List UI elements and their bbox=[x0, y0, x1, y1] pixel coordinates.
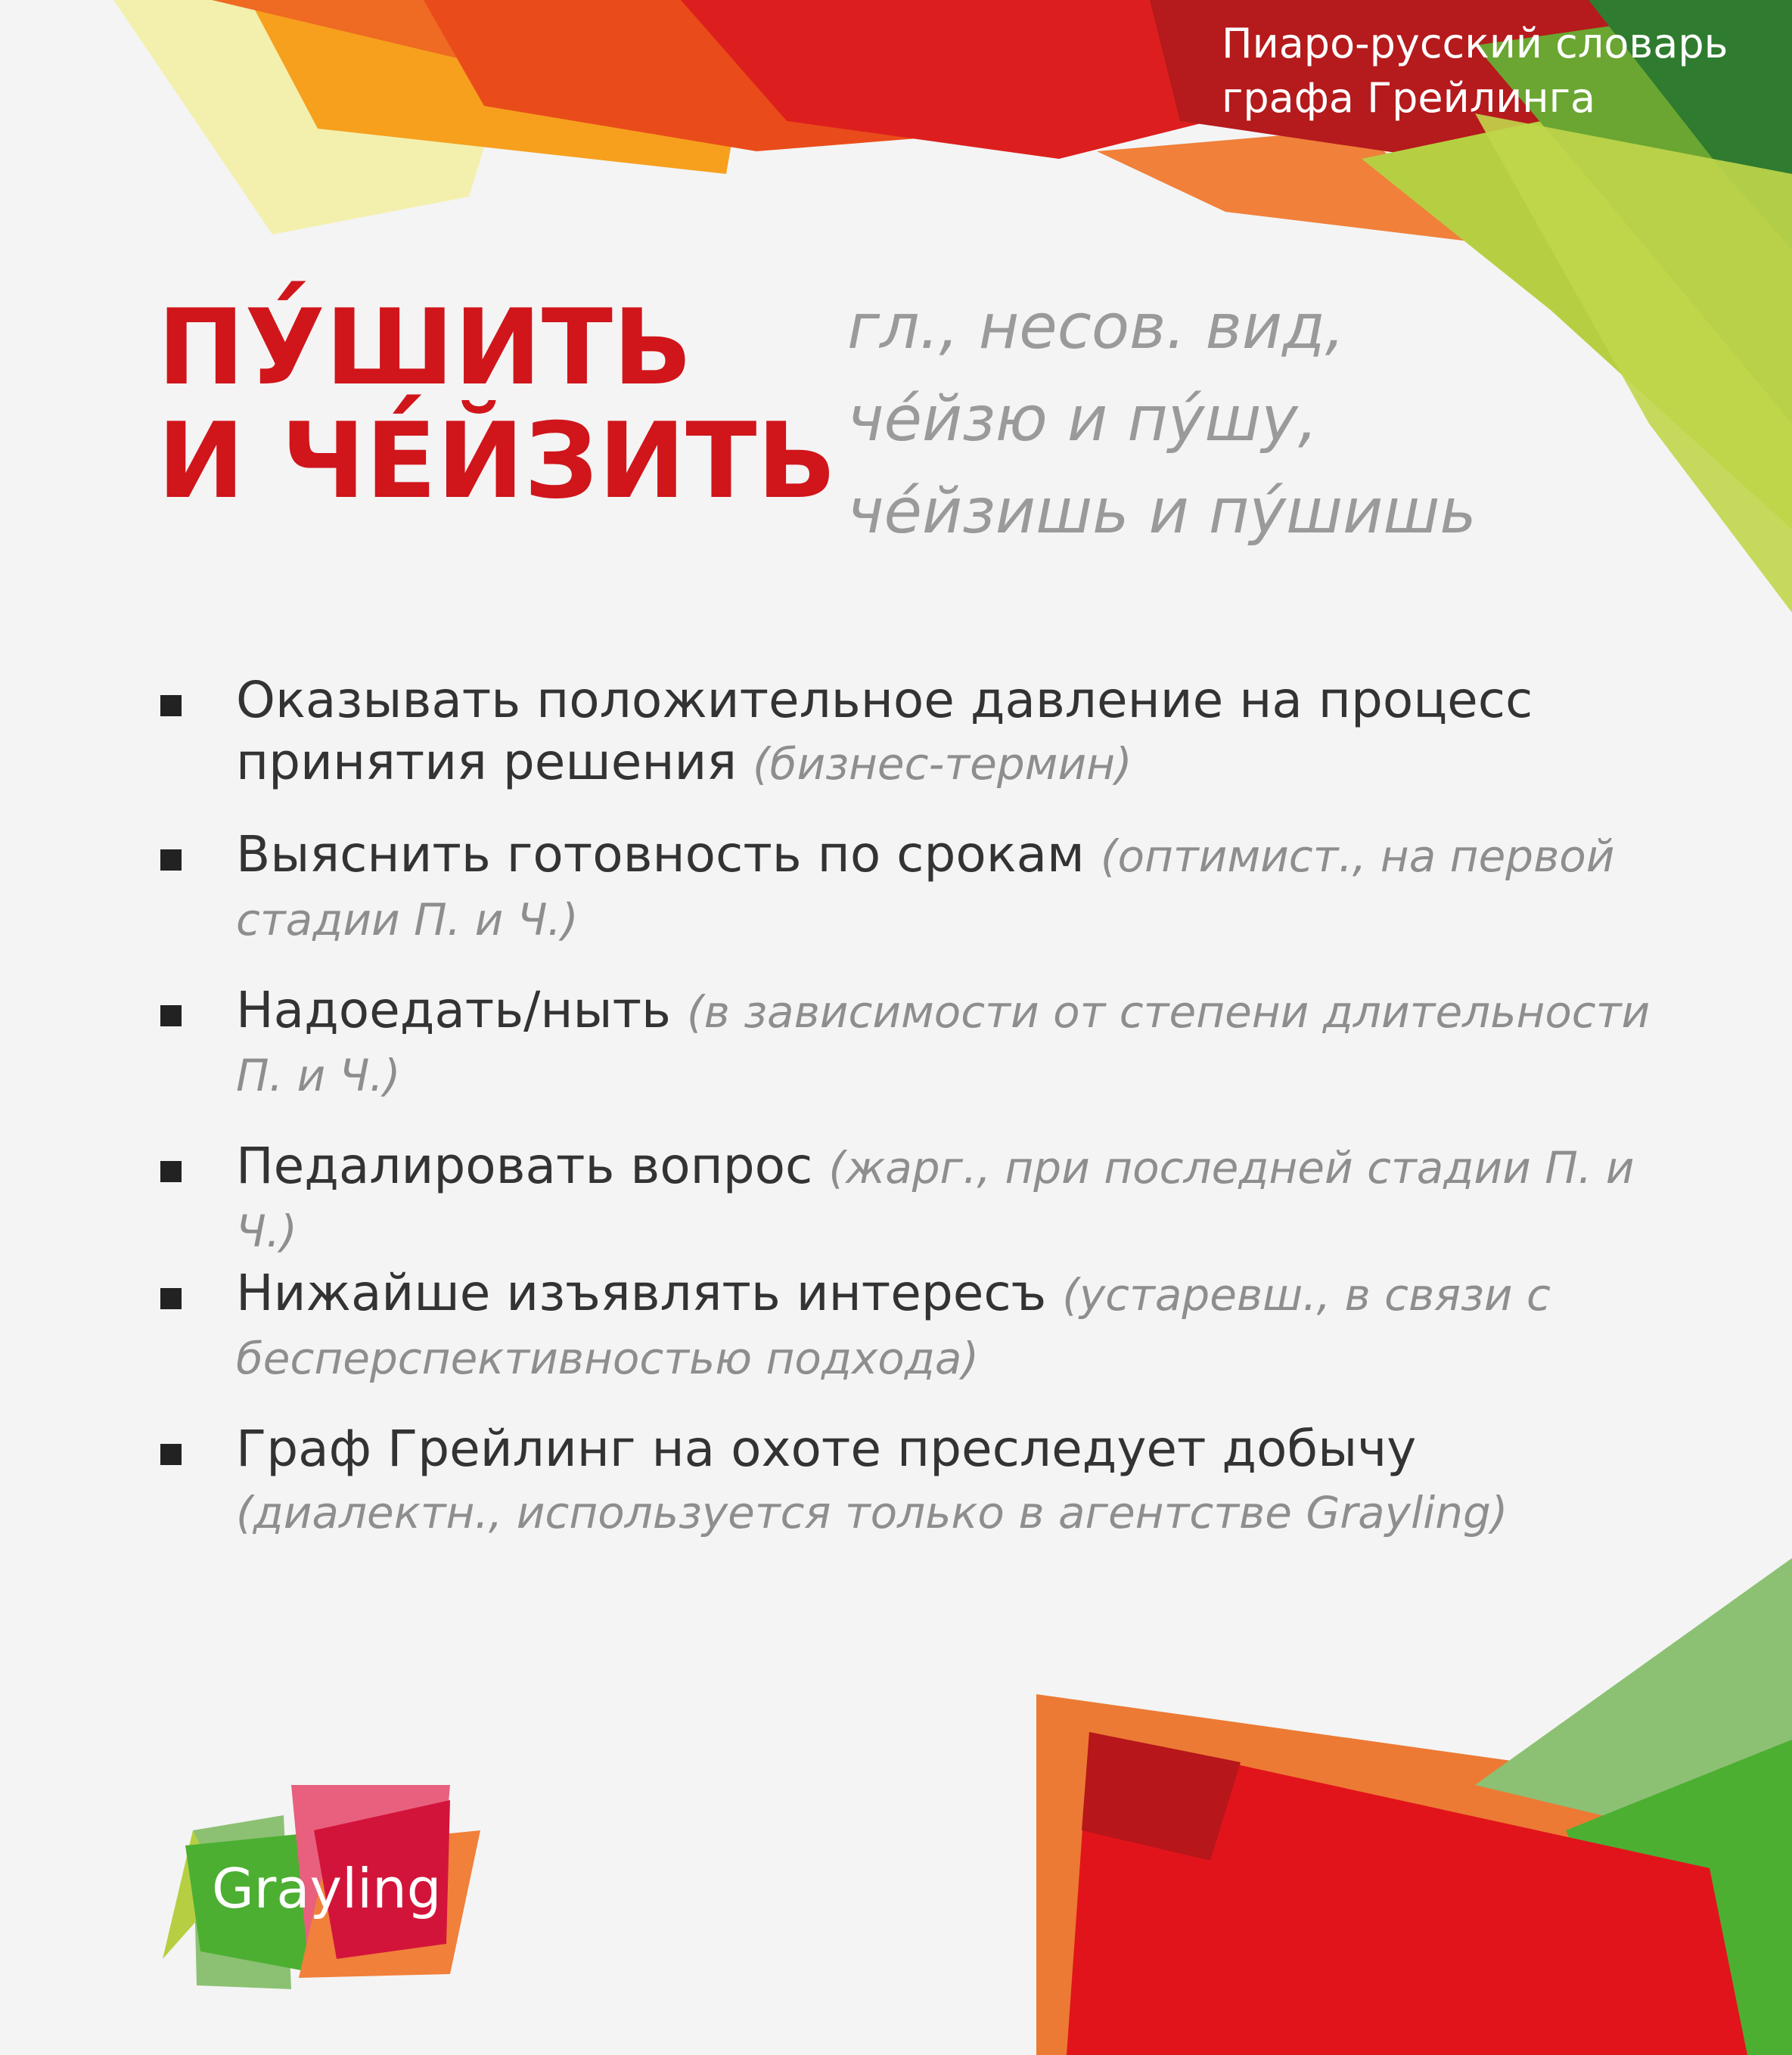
grammar-line-1: гл., несов. вид, bbox=[847, 291, 1345, 363]
definition-note: (жарг., при последней стадии П. и Ч.) bbox=[236, 1142, 1635, 1257]
definitions-list bbox=[160, 669, 1673, 1572]
definition-item bbox=[160, 1418, 1673, 1544]
definition-text: Граф Грейлинг на охоте преследует добычу bbox=[236, 1420, 1417, 1478]
definition-item bbox=[160, 979, 1673, 1107]
header-line-2: графа Грейлинга bbox=[1222, 74, 1596, 122]
bullet-square-icon bbox=[160, 849, 182, 871]
definition-note: (оптимист., на первой стадии П. и Ч.) bbox=[236, 830, 1615, 945]
definition-text: Педалировать вопрос bbox=[236, 1137, 813, 1195]
bullet-square-icon bbox=[160, 1005, 182, 1026]
definition-item bbox=[160, 1262, 1673, 1389]
dictionary-header bbox=[1222, 17, 1781, 126]
header-line-1: Пиаро-русский словарь bbox=[1222, 20, 1728, 67]
bullet-square-icon bbox=[160, 1444, 182, 1465]
definition-item bbox=[160, 669, 1673, 795]
definition-text: Надоедать/ныть bbox=[236, 981, 671, 1039]
definition-item bbox=[160, 824, 1673, 951]
definition-note: (диалектн., используется только в агентстве Grayling) bbox=[236, 1487, 1508, 1538]
definition-item bbox=[160, 1135, 1673, 1262]
headword-line-1: ПУ́ШИТЬ bbox=[157, 287, 693, 408]
grayling-logo bbox=[163, 1785, 488, 1997]
logo-text: Grayling bbox=[212, 1857, 442, 1920]
grammar-line-3: че́йзишь и пу́шишь bbox=[847, 476, 1477, 548]
definition-text: Нижайше изъявлять интересъ bbox=[236, 1264, 1047, 1322]
definition-note: (в зависимости от степени длительности П. и Ч.) bbox=[236, 986, 1651, 1101]
definition-text: Оказывать положительное давление на процесс принятия решения bbox=[236, 671, 1533, 791]
definition-note: (бизнес-термин) bbox=[753, 738, 1132, 790]
definition-note: (устаревш., в связи с бесперспективностью подхода) bbox=[236, 1269, 1551, 1384]
bullet-square-icon bbox=[160, 1161, 182, 1182]
headword-line-2: И ЧЕ́ЙЗИТЬ bbox=[157, 400, 837, 522]
grammar-info bbox=[847, 281, 1477, 558]
bullet-square-icon bbox=[160, 1288, 182, 1309]
grammar-line-2: че́йзю и пу́шу, bbox=[847, 383, 1318, 455]
definition-text: Выяснить готовность по срокам bbox=[236, 825, 1085, 883]
headword bbox=[157, 287, 837, 522]
bullet-square-icon bbox=[160, 695, 182, 716]
